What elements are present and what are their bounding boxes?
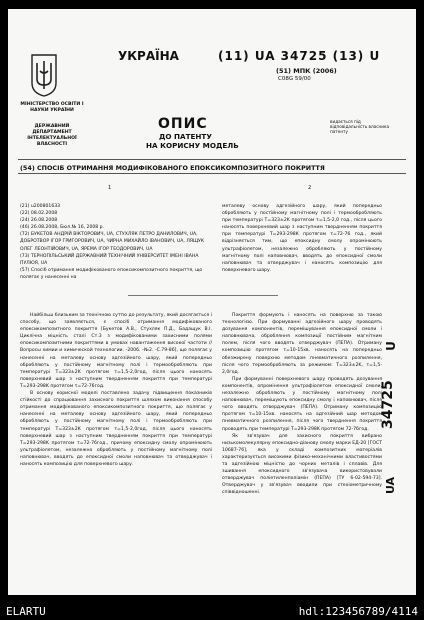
footer-source: ELARTU — [6, 605, 46, 618]
body-paragraph: Найбільш близьким за технічною суттю до результату, який досягається і способу, що заявляється, є спосіб отримання модифікованого епоксикомпозитного покриття [Букетов А.В., Стухляк П.Д., Бадащук В.І. Циклічна міцність сталі Ст.3 з модифікованими захисними полями епоксикомпозитними покриттями в умовах навантаження високої частоти //Вопросы химии и химической технологии. -2006. -№2. -С.79-86], що полягає у нанесенні на металеву основу адгезійного шару, який попередньо обробляють у постійному магнітному полі і термообробляють при температурі T=323±2K протягом τ=1,5-2,0год, після цього наносять поверхневий шар з наступним твердненням покриття при температурі T=293-298K протягом τ=72-76год. — [20, 313, 212, 389]
footer-handle: hdl:123456789/4114 — [298, 605, 418, 618]
body-left-column — [20, 312, 212, 468]
bibliographic-data — [20, 203, 212, 281]
responsibility-note: видається під відповідальність власника патенту — [330, 119, 390, 135]
ministry-name: МІНІСТЕРСТВО ОСВІТИ І НАУКИ УКРАЇНИ — [20, 102, 84, 113]
divider-top — [18, 159, 406, 160]
biblio-line: (22) 08.02.2008 — [20, 211, 58, 217]
abstract-continued: металеву основу адгезійного шару, який попередньо обробляють у постійному магнітному полі і термообробляють при температурі T=323±2K протягом τ=1,5-2,0 год., після цього наносять поверхневий шар з наступним твердненням покриття при температурі T=293-298K протягом τ=72-76 год., який відрізняється тим, що епоксидну смолу опромінюють ультрафіолетом, незалежно обробляють у постійному магнітному полі наповнювач, вводять до епоксидної смоли наповнювач та отверджувач і наносять композицію для поверхневого шару. — [222, 204, 382, 273]
biblio-line: (24) 26.08.2008 — [20, 218, 58, 224]
document-title: ОПИС — [158, 116, 208, 132]
document-subtitle-1: ДО ПАТЕНТУ — [159, 132, 212, 141]
vertical-country-code: UA — [384, 476, 398, 495]
biblio-line: (21) u200801633 — [20, 204, 61, 209]
divider-bottom — [18, 173, 406, 174]
ukraine-coat-of-arms-icon — [30, 53, 58, 97]
document-subtitle-2: НА КОРИСНУ МОДЕЛЬ — [146, 141, 239, 150]
biblio-line: (73) ТЕРНОПІЛЬСЬКИЙ ДЕРЖАВНИЙ ТЕХНІЧНИЙ УНІВЕРСИТЕТ ІМЕНІ ІВАНА ПУЛЮЯ, UA — [20, 253, 199, 266]
biblio-line: (72) БУКЕТОВ АНДРІЙ ВІКТОРОВИЧ, UA, СТУХЛЯК ПЕТРО ДАНИЛОВИЧ, UA, ДОБРОТВОР ІГОР ГРИГОРОВИЧ, UA, ЧИРНА МИХАЙЛО ІВАНОВИЧ, UA, ЛЯЩУК ОЛЕГ ЛЕОНТІЙОВИЧ, UA, ЯРЕМА ІГОР ТЕОДОРОВИЧ, UA — [20, 232, 205, 252]
biblio-line: (57) Спосіб отримання модифікованого епоксикомпозитного покриття, що полягає у нанесенні на — [20, 267, 203, 280]
biblio-line: (46) 26.08.2008, Бюл.№ 16, 2008 р. — [20, 225, 105, 231]
body-right-column — [222, 312, 382, 496]
country-name: УКРАЇНА — [118, 49, 179, 63]
column-marker-1: 1 — [108, 185, 112, 191]
patent-page — [8, 9, 416, 595]
column-marker-2: 2 — [308, 185, 312, 191]
vertical-kind-code: U — [383, 341, 398, 351]
ipc-label: (51) МПК (2006) — [276, 67, 337, 75]
section-divider — [128, 295, 278, 296]
body-paragraph: Як зв'язувач для захисного покриття вибрано низькомолекулярну епоксидно-діанову смолу марки ЕД-20 [ГОСТ 10687-76], яка у складі композитних матеріалів характеризується високими фізико-механічними властивостями та адгезійною міцністю до чорних металів і сплавів. Для зшивання епоксидного зв'язувача використовували отверджувач поліетиленполіамін (ПЕПА) [ТУ 6-02-594-73]. Отверджувач у зв'язувач вводили при стехіометричному співвідношенні. — [222, 433, 382, 496]
invention-title: (54) СПОСІБ ОТРИМАННЯ МОДИФІКОВАНОГО ЕПОКСИКОМПОЗИТНОГО ПОКРИТТЯ — [20, 164, 325, 172]
body-paragraph: Покриття формують і наносять на поверхню за такою технологією. При формуванні адгезійного шару проводять дозування компонентів, перемішування епоксидної смоли і наповнювача, обробляння композиції постійним магнітним полем, після чого вводять отверджувач (ПЕПА). Отриману композицію протягом τ=10-15хв. наносять на попередньо обезжирену поверхню методом пневматичного розпилення, після чого термообробляють за режимом: T=323±2K, τ=1,5-2,0год. — [222, 313, 382, 375]
body-paragraph: При формуванні поверхневого шару проводять дозування компонентів, опромінення ультрафіолетом епоксидної смоли, незалежно обробляють у постійному магнітному полі наповнювач, перемішують епоксидну смолу і наповнювач, після чого вводять отверджувач (ПЕПА). Отриману композицію протягом τ=10-15хв. наносять на адгезійний шар методом пневматичного розпилення, після чого тверднення покриття проводять при температурі T=293-298K протягом 72-76год. — [222, 376, 382, 432]
body-paragraph: В основу корисної моделі поставлено задачу підвищення показників стійкості до спрацювання захисного покриття шляхом виконання способу отримання модифікованого епоксикомпозитного покриття, що полягає у нанесенні на металеву основу адгезійного шару, який попередньо обробляють у постійному магнітному полі і термообробляють при температурі T=323±2K протягом τ=1,5-2,0год, після цього наносять поверхневий шар з наступним твердненням покриття при температурі T=293-298K протягом τ=72-76год., причому епоксидну смолу опромінюють ультрафіолетом, незалежно обробляють у постійному магнітному полі наповнювач, вводять до епоксидної смоли наповнювач та отверджувач і наносять композицію для поверхневого шару. — [20, 391, 212, 467]
ipc-code: C08G 59/00 — [278, 76, 311, 82]
vertical-patent-number: 34725 — [380, 380, 396, 429]
patent-number: (11) UA 34725 (13) U — [218, 49, 381, 63]
department-name: ДЕРЖАВНИЙ ДЕПАРТАМЕНТ ІНТЕЛЕКТУАЛЬНОЇ ВЛАСНОСТІ — [27, 124, 77, 147]
